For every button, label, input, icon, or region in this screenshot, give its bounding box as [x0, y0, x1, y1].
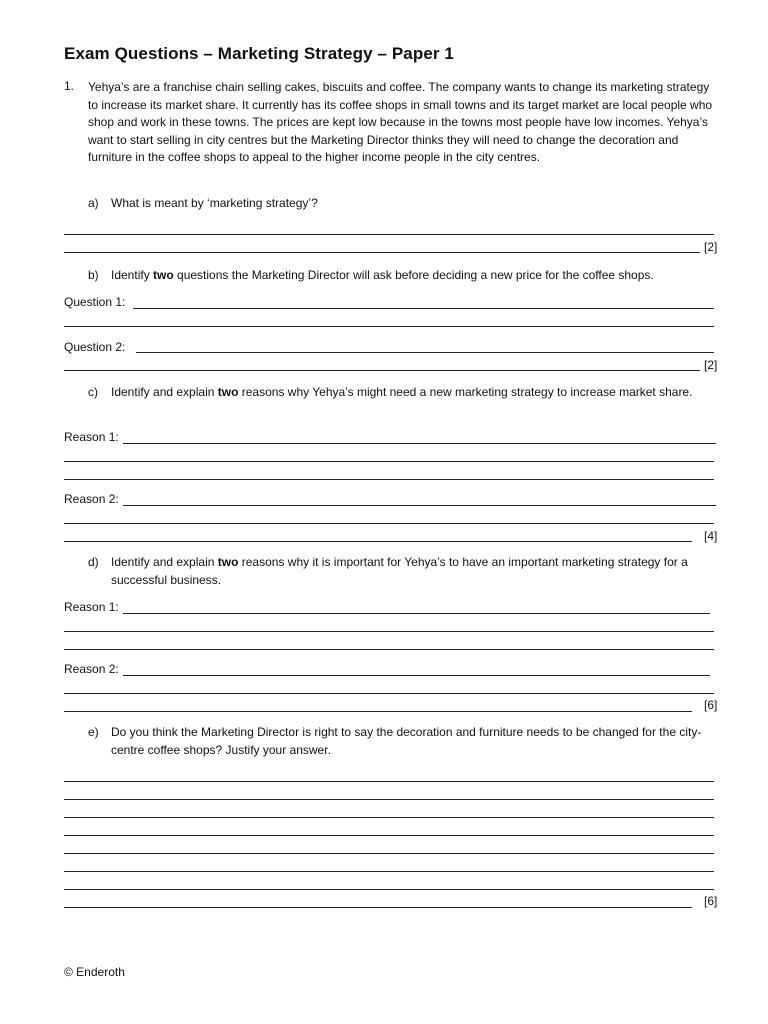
answer-line-b2[interactable]: [64, 326, 714, 327]
question-1-label: Question 1:: [64, 295, 126, 309]
part-c-marks: [4]: [704, 529, 718, 543]
answer-line-c6[interactable]: [64, 541, 692, 542]
answer-line-d6[interactable]: [64, 711, 692, 712]
answer-line-e3[interactable]: [64, 817, 714, 818]
answer-line-e4[interactable]: [64, 835, 714, 836]
part-d-letter: d): [88, 555, 99, 569]
question-2-label: Question 2:: [64, 340, 126, 354]
answer-line-c2[interactable]: [64, 461, 714, 462]
answer-line-e5[interactable]: [64, 853, 714, 854]
answer-line-d2[interactable]: [64, 631, 714, 632]
question-number: 1.: [64, 79, 75, 93]
part-b-letter: b): [88, 268, 99, 282]
part-a-letter: a): [88, 196, 99, 210]
answer-line-b4[interactable]: [64, 370, 700, 371]
part-d-text: Identify and explain two reasons why it is important for Yehya’s to have an important marketing strategy for a successful business.: [111, 555, 688, 587]
answer-line-c5[interactable]: [64, 523, 714, 524]
answer-line-e2[interactable]: [64, 799, 714, 800]
answer-line-a2[interactable]: [64, 252, 700, 253]
question-intro: Yehya’s are a franchise chain selling cakes, biscuits and coffee. The company wants to change its marketing strategy to increase its market share. It currently has its coffee shops in small towns and its target market are local people who shop and work in these towns. The prices are kept low because in the towns most people have low incomes. Yehya’s want to start selling in city centres but the Marketing Director thinks they will need to change the decoration and furniture in the coffee shops to appeal to the higher income people in the city centres.: [88, 80, 713, 164]
part-d-marks: [6]: [704, 698, 718, 712]
part-e-marks: [6]: [704, 894, 718, 908]
answer-line-e7[interactable]: [64, 889, 714, 890]
answer-line-e8[interactable]: [64, 907, 692, 908]
part-c-prompt: [88, 384, 728, 420]
answer-line-b1[interactable]: [133, 308, 714, 309]
reason-1-label: Reason 1:: [64, 430, 119, 444]
part-e-text: Do you think the Marketing Director is right to say the decoration and furniture needs to be changed for the city-centre coffee shops? Justify your answer.: [111, 725, 702, 757]
reason-1-label: Reason 1:: [64, 600, 119, 614]
answer-line-c1[interactable]: [123, 443, 716, 444]
answer-line-d5[interactable]: [64, 693, 714, 694]
answer-line-b3[interactable]: [136, 352, 714, 353]
part-e-prompt: [88, 724, 728, 760]
answer-line-d4[interactable]: [123, 675, 710, 676]
part-b-marks: [2]: [704, 358, 718, 372]
answer-line-e6[interactable]: [64, 871, 714, 872]
answer-line-d1[interactable]: [123, 613, 710, 614]
answer-line-c4[interactable]: [123, 505, 716, 506]
part-a-marks: [2]: [704, 240, 718, 254]
part-d-prompt: [88, 554, 728, 590]
part-b-text: Identify two questions the Marketing Director will ask before deciding a new price for the coffee shops.: [111, 268, 654, 282]
reason-2-label: Reason 2:: [64, 492, 119, 506]
page-title: Exam Questions – Marketing Strategy – Paper 1: [64, 44, 454, 63]
answer-line-a1[interactable]: [64, 234, 714, 235]
part-c-letter: c): [88, 385, 98, 399]
reason-2-label: Reason 2:: [64, 662, 119, 676]
answer-line-e1[interactable]: [64, 781, 714, 782]
answer-line-d3[interactable]: [64, 649, 714, 650]
answer-line-c3[interactable]: [64, 479, 714, 480]
copyright-footer: © Enderoth: [64, 965, 125, 979]
part-e-letter: e): [88, 725, 99, 739]
part-a-text: What is meant by ‘marketing strategy’?: [111, 196, 318, 210]
part-c-text: Identify and explain two reasons why Yehya’s might need a new marketing strategy to increase market share.: [111, 385, 693, 399]
